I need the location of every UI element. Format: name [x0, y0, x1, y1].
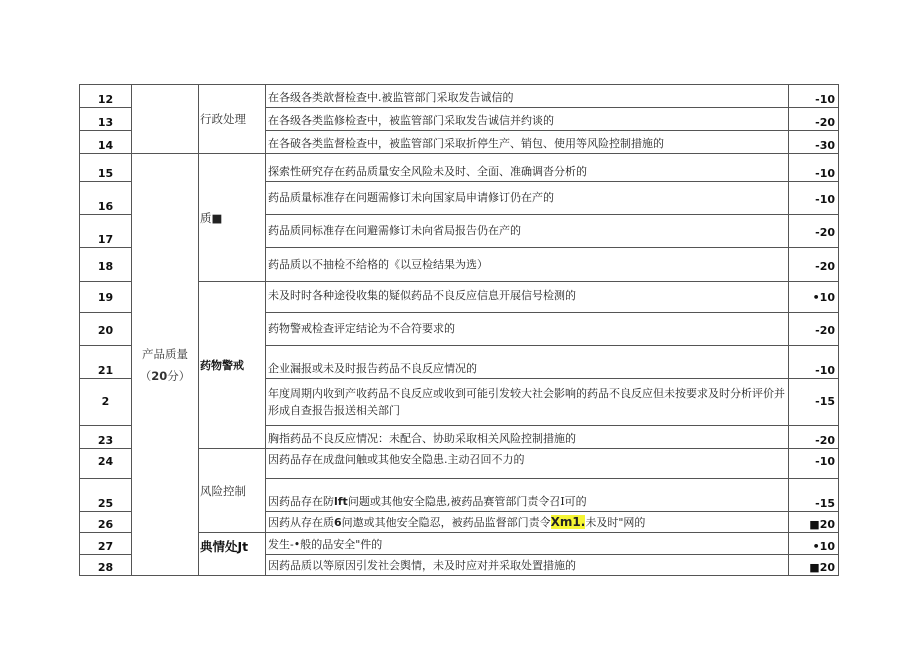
row-number: 18 [80, 248, 132, 282]
row-number: 21 [80, 346, 132, 379]
row-description: 药物警戒检查评定结论为不合符要求的 [266, 313, 789, 346]
row-description: 探索性研究存在药品质量安全风险未及时、全面、准确调沓分析的 [266, 154, 789, 182]
group-risk-control: 风险控制 [199, 449, 266, 533]
row-description: 发生-•般的品安全"件的 [266, 533, 789, 555]
highlighted-text: Xm1. [550, 515, 586, 529]
row-description: 药品质量标准存在问题需修订未向国家局申请修订仍在产的 [266, 182, 789, 215]
row-number: 26 [80, 512, 132, 533]
group-admin: 行政处理 [199, 85, 266, 154]
row-description: 在各破各类监督检查中，被监管部门采取折停生产、销包、使用等风险控制措施的 [266, 131, 789, 154]
row-number: 23 [80, 426, 132, 449]
row-description: 因药品质以等原因引发社会舆情，未及时应对并采取处置措施的 [266, 555, 789, 576]
row-number: 27 [80, 533, 132, 555]
row-score: -10 [789, 85, 839, 108]
row-description: 因药品存在成盘问触或其他安全隐患.主动召回不力的 [266, 449, 789, 479]
row-description: 因药从存在质6问遨或其他安全隐忍，被药品监督部门责令Xm1.未及时"网的 [266, 512, 789, 533]
row-description: 在各级各类监修检查中，被监管部门采取发告诚信并约谈的 [266, 108, 789, 131]
table-row [80, 85, 839, 108]
row-score: -10 [789, 154, 839, 182]
category-name: 产品质量 [142, 346, 188, 361]
row-score: -15 [789, 479, 839, 512]
row-description: 胸指药品不良反应情况：未配合、协助采取相关风险控制措施的 [266, 426, 789, 449]
row-description: 药品质以不抽检不给格的《以豆检结果为选） [266, 248, 789, 282]
row-number: 25 [80, 479, 132, 512]
row-score: -20 [789, 248, 839, 282]
row-number: 2 [80, 379, 132, 426]
row-number: 13 [80, 108, 132, 131]
row-score: •10 [789, 282, 839, 313]
row-description: 企业漏报或未及时报告药品不良反应情况的 [266, 346, 789, 379]
group-public-opinion: 典情处Jt [199, 533, 266, 576]
row-score: -20 [789, 313, 839, 346]
row-score: -20 [789, 108, 839, 131]
row-number: 24 [80, 449, 132, 479]
row-number: 15 [80, 154, 132, 182]
row-number: 12 [80, 85, 132, 108]
row-description: 因药品存在防lft问题或其他安全隐患,被药品赛管部门责令召I可的 [266, 479, 789, 512]
row-description: 药品质同标准存在问避需修订未向省局报告仍在产的 [266, 215, 789, 248]
row-number: 20 [80, 313, 132, 346]
category-quality [132, 154, 199, 576]
row-score: -20 [789, 215, 839, 248]
row-number: 14 [80, 131, 132, 154]
row-description: 在各级各类歆督检查中.被监管部门采取发告诚信的 [266, 85, 789, 108]
row-number: 28 [80, 555, 132, 576]
row-score: ■20 [789, 512, 839, 533]
scoring-table [79, 84, 839, 576]
group-pharmacovigilance: 药物警戒 [199, 282, 266, 449]
row-description: 未及时时各种途役收集的疑似药品不良反应信息开展信号检测的 [266, 282, 789, 313]
row-score: -10 [789, 182, 839, 215]
row-score: -15 [789, 379, 839, 426]
row-score: -10 [789, 346, 839, 379]
row-description: 年度周期内收到产收药品不良反应或收到可能引发较大社会影响的药品不良反应但未按要求及时分析评价并形成自查报告报送相关部门 [266, 379, 789, 426]
row-score: -30 [789, 131, 839, 154]
group-quality: 质■ [199, 154, 266, 282]
row-score: -20 [789, 426, 839, 449]
table-row [80, 154, 839, 182]
row-score: ■20 [789, 555, 839, 576]
row-score: -10 [789, 449, 839, 479]
category-blank-top [132, 85, 199, 154]
row-score: •10 [789, 533, 839, 555]
row-number: 16 [80, 182, 132, 215]
row-number: 17 [80, 215, 132, 248]
row-number: 19 [80, 282, 132, 313]
category-points: （20分） [139, 368, 191, 383]
